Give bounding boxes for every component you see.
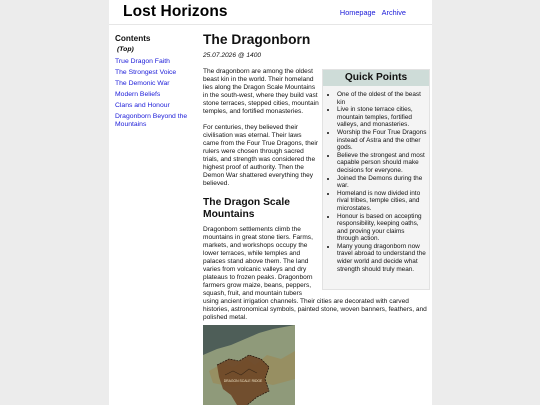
- section-heading: The Dragon Scale Mountains: [203, 197, 290, 220]
- toc-item-strongest-voice[interactable]: The Strongest Voice: [115, 68, 177, 76]
- quick-points-box: [322, 69, 430, 290]
- toc-heading: Contents: [115, 34, 151, 43]
- site-header: [109, 0, 432, 25]
- toc-item-demonic-war[interactable]: The Demonic War: [115, 79, 170, 87]
- site-title[interactable]: Lost Horizons: [123, 3, 228, 20]
- nav-homepage-link[interactable]: Homepage: [339, 8, 376, 17]
- nav-archive-link[interactable]: Archive: [381, 8, 406, 17]
- quick-point: • Many young dragonborn now travel abroad to understand the wider world and decide what strength should truly mean.: [337, 243, 427, 273]
- top-nav: [336, 8, 406, 17]
- quick-points-title: Quick Points: [323, 70, 429, 86]
- table-of-contents: [115, 34, 201, 133]
- quick-point: • One of the oldest of the beast kin: [337, 91, 427, 106]
- toc-item-top[interactable]: (Top): [117, 46, 134, 53]
- map-region-label: DRAGON SCALE RIDGE: [223, 379, 263, 383]
- toc-item-true-dragon-faith[interactable]: True Dragon Faith: [115, 57, 170, 65]
- quick-point: • Joined the Demons during the war.: [337, 175, 427, 190]
- intro-paragraph: The dragonborn are among the oldest beast kin in the world. Their homeland lies along the Dragon Scale Mountains in the south-west, where they build vast stone terraces, stepped cities, mountain temples, and fortified monasteries.: [203, 68, 319, 115]
- article-title: The Dragonborn: [203, 32, 311, 47]
- history-paragraph: For centuries, they believed their civilisation was eternal. Their laws came from the Four True Dragons, their rulers were chosen through sacred trials, and strength was considered the highest proof of authority. Then the Demon War shattered everything they believed.: [203, 124, 318, 187]
- toc-item-beyond-mountains[interactable]: Dragonborn Beyond the Mountains: [115, 113, 188, 129]
- section-paragraph: Dragonborn settlements climb the mountains in great stone tiers. Farms, markets, and workshops occupy the lower terraces, while temples and palaces stand above them. The land varies from volcanic valleys and dry plateaus to frozen peaks. Dragonborn farmers grow maize, beans, peppers, squash, fruit, and mountain tubers: [203, 226, 313, 297]
- page: [109, 0, 432, 405]
- region-map-image: [203, 325, 295, 405]
- quick-point: • Believe the strongest and most capable person should make decisions for everyone.: [337, 152, 427, 175]
- quick-point: • Worship the Four True Dragons instead of Astra and the other gods.: [337, 129, 427, 152]
- toc-item-modern-beliefs[interactable]: Modern Beliefs: [115, 91, 161, 99]
- section-paragraph-continued: using ancient irrigation channels. Their cities are decorated with carved histories, astronomical symbols, painted stone, woven banners, feathers, and polished metal.: [203, 298, 427, 321]
- region-map-svg: [203, 325, 295, 405]
- quick-point: • Homeland is now divided into rival tribes, temple cities, and microstates.: [337, 190, 427, 213]
- quick-point: • Live in stone terrace cities, mountain temples, fortified valleys, and monasteries.: [337, 106, 427, 129]
- article-date: 25.07.2026 @ 1400: [203, 52, 262, 59]
- quick-point: • Honour is based on accepting responsibility, keeping oaths, and proving your claims through action.: [337, 213, 427, 243]
- toc-item-clans-and-honour[interactable]: Clans and Honour: [115, 102, 170, 110]
- quick-points-list: [323, 91, 429, 273]
